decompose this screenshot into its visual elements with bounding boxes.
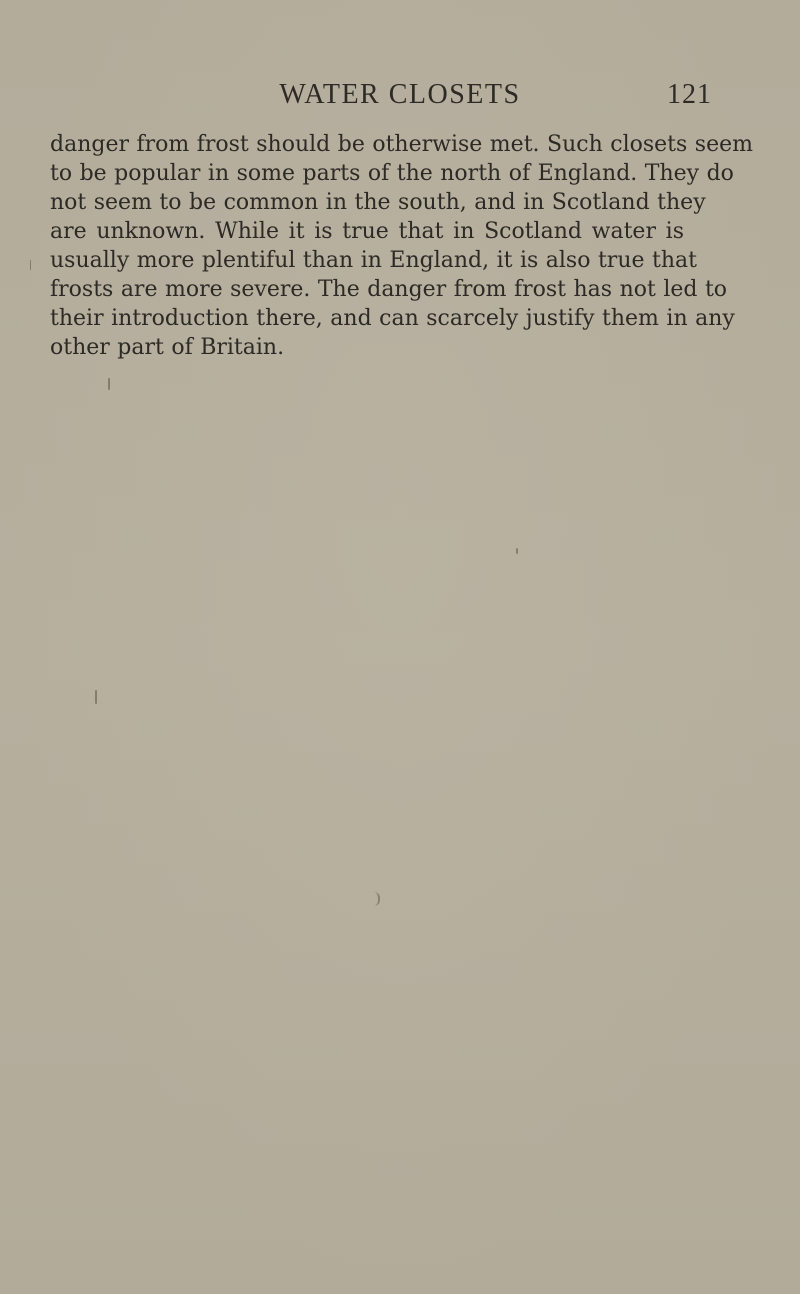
text-line: frosts are more severe. The danger from frost has not led to xyxy=(50,277,728,302)
body-paragraph xyxy=(50,130,753,362)
paper-speck xyxy=(108,378,110,390)
paper-speck xyxy=(516,548,518,554)
running-title: WATER CLOSETS xyxy=(279,79,521,110)
page-number: 121 xyxy=(667,79,712,110)
paper-speck xyxy=(30,260,31,270)
paper-speck xyxy=(95,690,97,704)
text-line: their introduction there, and can scarcely justify them in any xyxy=(50,306,735,331)
text-line: not seem to be common in the south, and in Scotland they xyxy=(50,190,706,215)
running-head xyxy=(0,78,800,112)
text-line: are unknown. While it is true that in Scotland water is xyxy=(50,219,684,244)
text-line: to be popular in some parts of the north of England. They do xyxy=(50,161,734,186)
paper-speck xyxy=(372,892,380,906)
text-line: other part of Britain. xyxy=(50,335,285,360)
text-line: usually more plentiful than in England, it is also true that xyxy=(50,248,697,273)
text-line: danger from frost should be otherwise met. Such closets seem xyxy=(50,132,753,157)
